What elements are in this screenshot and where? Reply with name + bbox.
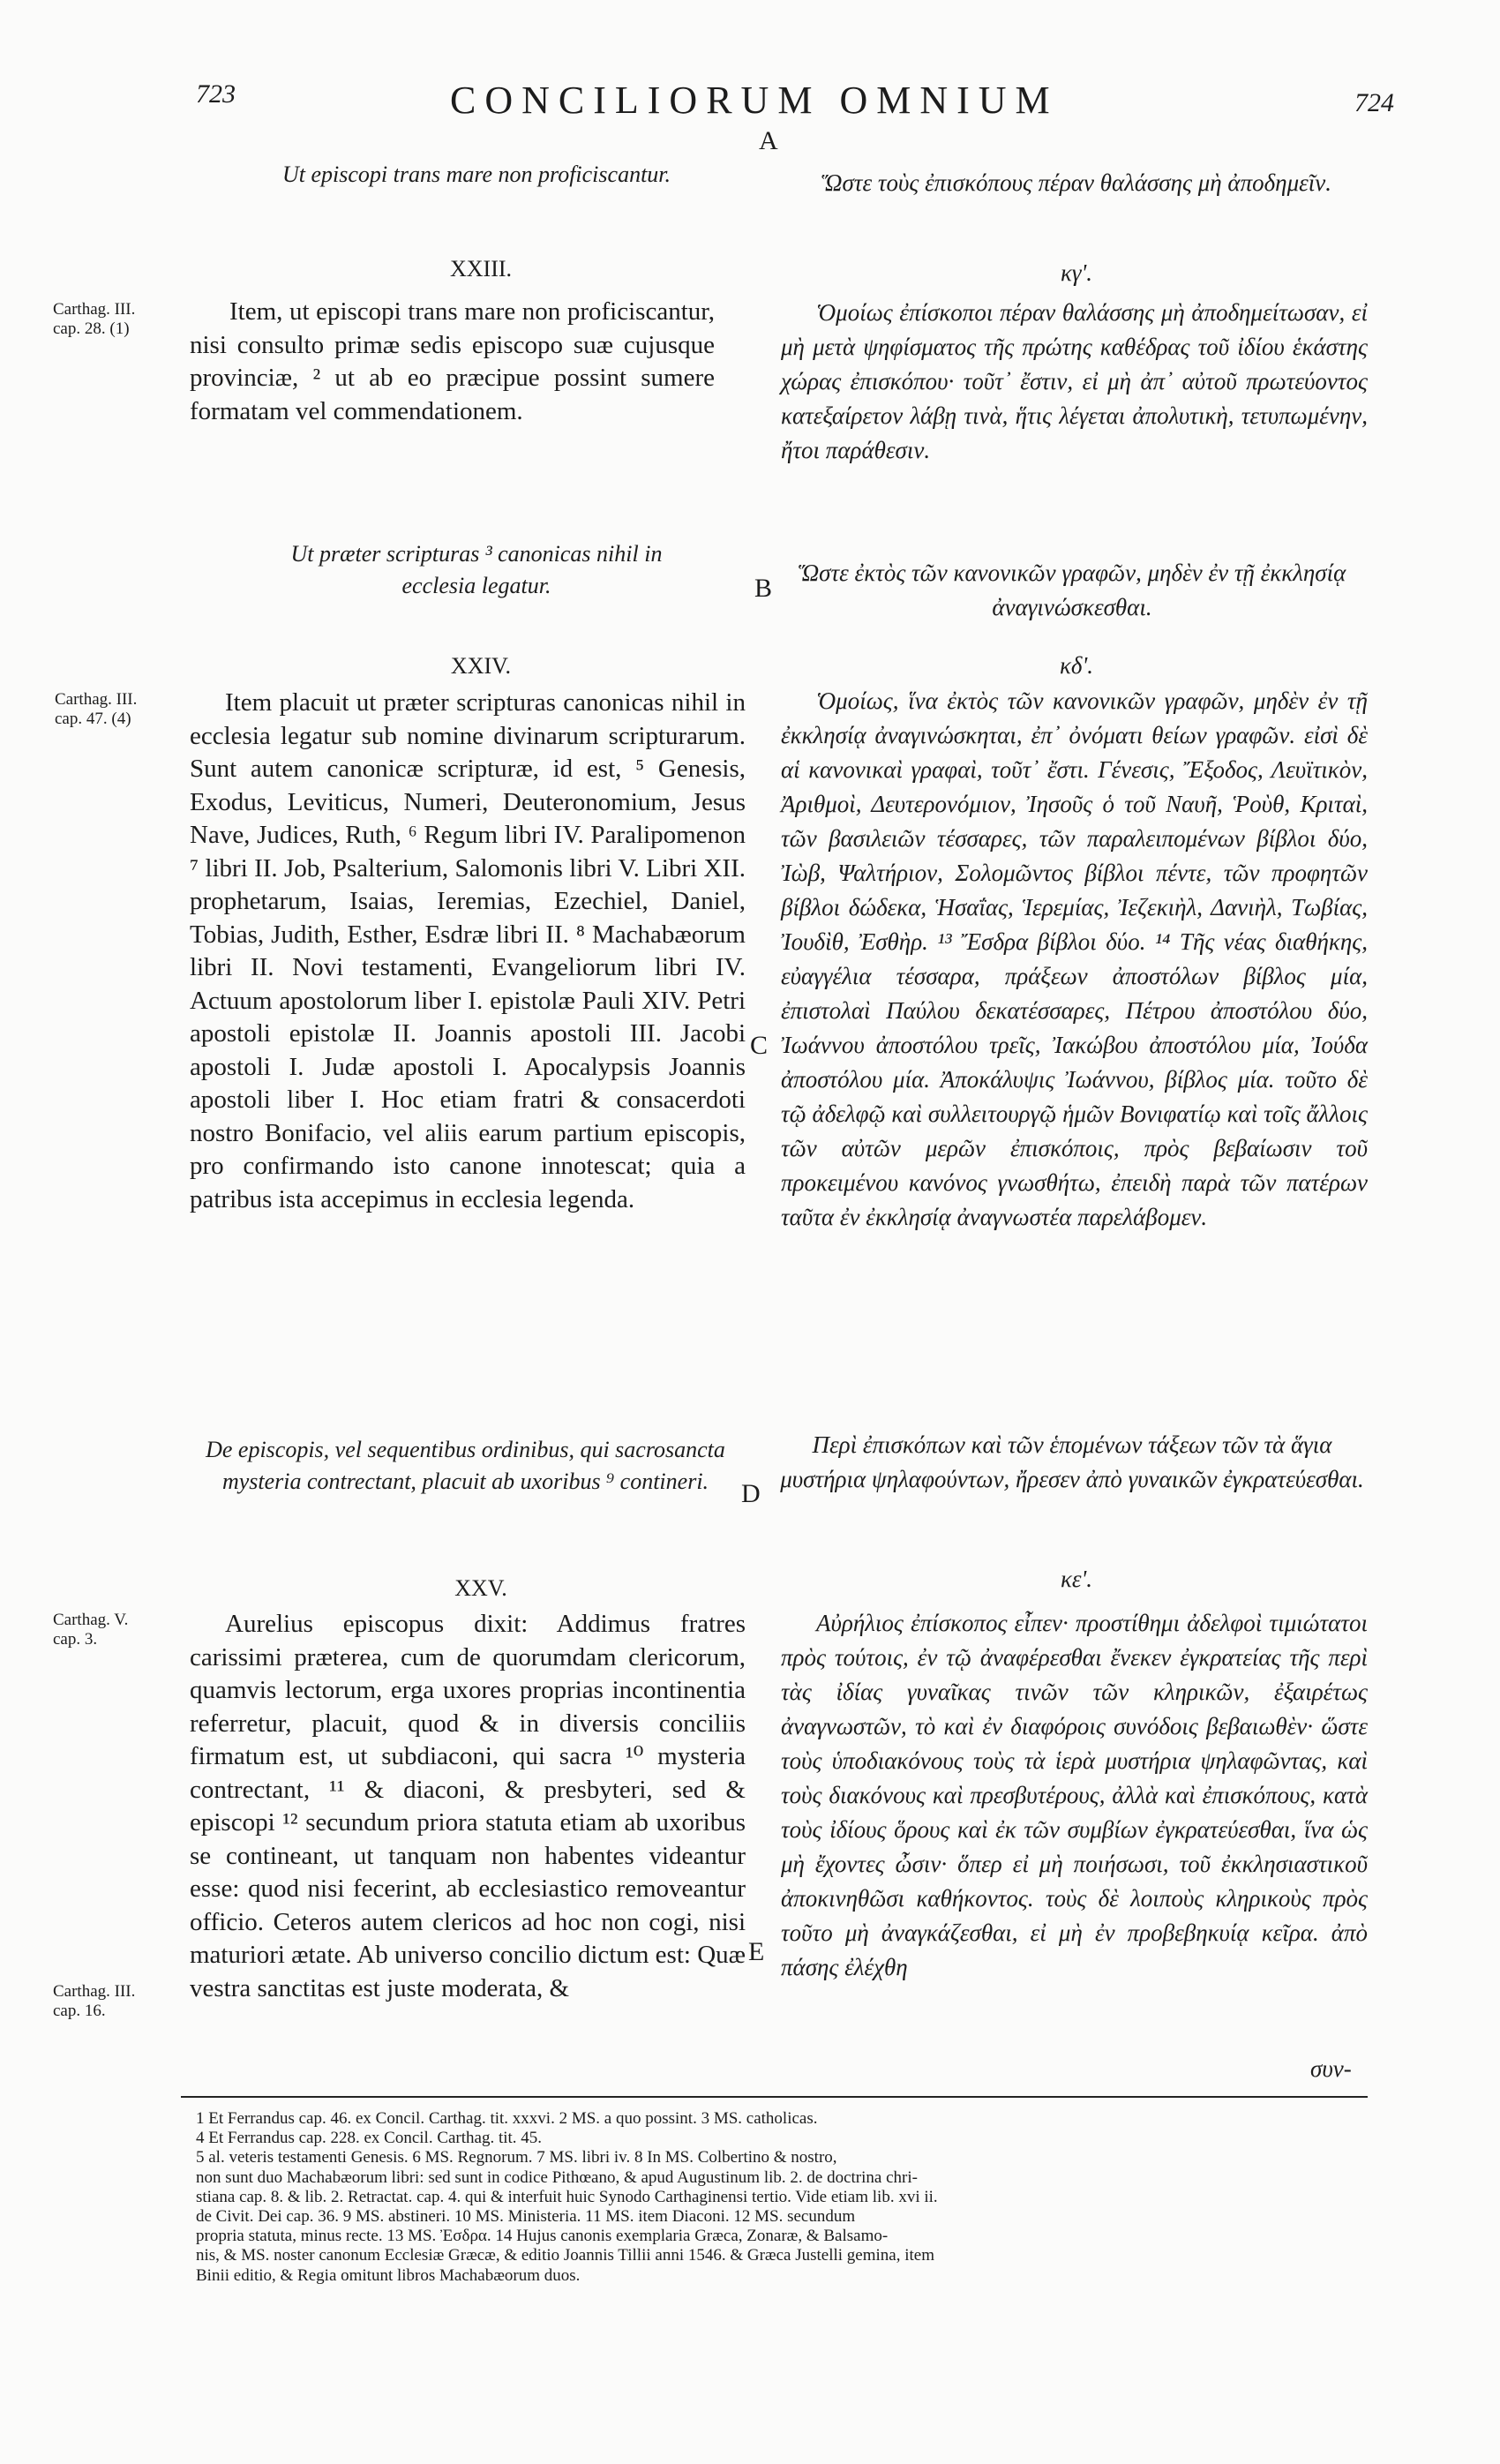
latin-section-number-25: XXV. (454, 1575, 507, 1601)
greek-catchword: συν- (1310, 2055, 1352, 2082)
greek-canon-24: Ὁμοίως, ἵνα ἐκτὸς τῶν κανονικῶν γραφῶν, μηδὲν ἐν τῇ ἐκκλησίᾳ ἀναγινώσκηται, ἐπ᾽ ὀνόματι θείων γραφῶν. εἰσὶ δὲ αἱ κανονικαὶ γραφαὶ, τοῦτ᾽ ἔστι. Γένεσις, Ἔξοδος, Λευϊτικὸν, Ἀριθμοὶ, Δευτερονόμιον, Ἰησοῦς ὁ τοῦ Ναυῆ, Ῥοὺθ, Κριταὶ, τῶν βασιλειῶν τέσσαρες, τῶν παραλειπομένων βίβλοι δύο, Ἰὼβ, Ψαλτήριον, Σολομῶντος βίβλοι πέντε, τῶν προφητῶν βίβλοι δώδεκα, Ἡσαΐας, Ἱερεμίας, Ἰεζεκιὴλ, Δανιὴλ, Τωβίας, Ἰουδὶθ, Ἐσθὴρ. ¹³ Ἔσδρα βίβλοι δύο. ¹⁴ Τῆς νέας διαθήκης, εὐαγγέλια τέσσαρα, πράξεων ἀποστόλων βίβλος μία, ἐπιστολαὶ Παύλου δεκατέσσαρες, Πέτρου ἀποστόλου δύο, Ἰωάννου ἀποστόλου τρεῖς, Ἰακώβου ἀποστόλου μία, Ἰούδα ἀποστόλου μία. Ἀποκάλυψις Ἰωάννου, βίβλος μία. τοῦτο δὲ τῷ ἀδελφῷ καὶ συλλειτουργῷ ἡμῶν Βονιφατίῳ καὶ τοῖς ἄλλοις τῶν αὐτῶν μερῶν ἐπισκόποις, πρὸς βεβαίωσιν τοῦ προκειμένου κανόνος γνωσθήτω, ἐπειδὴ παρὰ τῶν πατέρων ταῦτα ἐν ἐκκλησίᾳ ἀναγνωστέα παρελάβομεν. (781, 687, 1368, 1230)
margin-note-25b: Carthag. III. cap. 16. (53, 1982, 136, 2020)
footnote-line: nis, & MS. noster canonum Ecclesiæ Græcæ, & editio Joannis Tillii anni 1546. & Græca Justelli gemina, item (196, 2246, 934, 2265)
section-letter-a: A (759, 126, 778, 155)
latin-title-24: Ut præter scripturas ³ canonicas nihil in ecclesia legatur. (290, 541, 663, 598)
page-number-left: 723 (196, 79, 236, 109)
footnote-line: stiana cap. 8. & lib. 2. Retractat. cap. 4. qui & interfuit huic Synodo Carthaginensi tertio. Vide etiam lib. xvi ii. (196, 2187, 938, 2206)
page-number-right: 724 (1354, 88, 1394, 117)
section-letter-d: D (741, 1479, 761, 1508)
greek-canon-23: Ὁμοίως ἐπίσκοποι πέραν θαλάσσης μὴ ἀποδημείτωσαν, εἰ μὴ μετὰ ψηφίσματος τῆς πρώτης καθέδρας τοῦ ἰδίου ἑκάστης χώρας ἐπισκόπου· τοῦτ᾽ ἔστιν, εἰ μὴ ἀπ᾽ αὐτοῦ πρωτεύοντος κατεξαίρετον λάβῃ τινὰ, ἥτις λέγεται ἀπολυτικὴ, τετυπωμένην, ἤτοι παράθεσιν. (781, 299, 1368, 463)
latin-section-number-24: XXIV. (450, 653, 512, 679)
footnote-line: non sunt duo Machabæorum libri: sed sunt in codice Pithœano, & apud Augustinum lib. 2. de doctrina chri- (196, 2167, 918, 2187)
greek-section-number-24: κδʹ. (1059, 652, 1094, 679)
greek-title-25: Περὶ ἐπισκόπων καὶ τῶν ἑπομένων τάξεων τῶν τὰ ἅγια μυστήρια ψηλαφούντων, ἤρεσεν ἀπὸ γυναικῶν ἐγκρατεύεσθαι. (780, 1431, 1364, 1492)
latin-canon-25: Aurelius episcopus dixit: Addimus fratres carissimi præterea, cum de quorumdam clericorum, quamvis lectorum, erga uxores proprias incontinentia referretur, placuit, quod & in diversis conciliis firmatum est, ut subdiaconi, qui sacra ¹⁰ mysteria contrectant, ¹¹ & diaconi, & presbyteri, sed & episcopi ¹² secundum priora statuta etiam ab uxoribus se contineant, ut tanquam non habentes videantur esse: quod nisi fecerint, ab ecclesiastico removeantur officio. Ceteros autem clericos ad hoc non cogi, nisi maturiori ætate. Ab universo concilio dictum est: Quæ vestra sanctitas est juste moderata, & (190, 1610, 746, 2002)
latin-title-25: De episcopis, vel sequentibus ordinibus, qui sacrosancta mysteria contrectant, placuit ab uxoribus ⁹ contineri. (206, 1437, 725, 1494)
greek-title-23: Ὥστε τοὺς ἐπισκόπους πέραν θαλάσσης μὴ ἀποδημεῖν. (821, 169, 1331, 196)
margin-note-24: Carthag. III. cap. 47. (4) (55, 690, 138, 728)
footnote-line: 4 Et Ferrandus cap. 228. ex Concil. Carthag. tit. 45. (196, 2129, 543, 2148)
footnote-line: Binii editio, & Regia omitunt libros Machabæorum duos. (196, 2265, 581, 2285)
footnote-line: de Civit. Dei cap. 36. 9 MS. abstineri. 10 MS. Ministeria. 11 MS. item Diaconi. 12 MS. secundum (196, 2207, 856, 2227)
latin-canon-24: Item placuit ut præter scripturas canonicas nihil in ecclesia legatur sub nomine divinarum scripturarum. Sunt autem canonicæ scripturæ, id est, ⁵ Genesis, Exodus, Leviticus, Numeri, Deuteronomium, Jesus Nave, Judices, Ruth, ⁶ Regum libri IV. Paralipomenon ⁷ libri II. Job, Psalterium, Salomonis libri V. Libri XII. prophetarum, Isaias, Ieremias, Ezechiel, Daniel, Tobias, Judith, Esther, Esdræ libri II. ⁸ Machabæorum libri II. Novi testamenti, Evangeliorum libri IV. Actuum apostolorum liber I. epistolæ Pauli XIV. Petri apostoli epistolæ II. Joannis apostoli III. Jacobi apostoli I. Judæ apostoli I. Apocalypsis Joannis apostoli liber I. Hoc etiam fratri & consacerdoti nostro Bonifacio, vel aliis earum partium episcopis, pro confirmando isto canone innotescat; quia a patribus ista accepimus in ecclesia legenda. (190, 688, 746, 1213)
footnote-line: propria statuta, minus recte. 13 MS. Ἐσδρα. 14 Hujus canonis exemplaria Græca, Zonaræ, & Balsamo- (196, 2227, 889, 2246)
footnote-rule (181, 2096, 1368, 2098)
section-letter-c: C (750, 1031, 769, 1060)
running-title: CONCILIORUM OMNIUM (450, 79, 1059, 122)
latin-canon-23: Item, ut episcopi trans mare non proficiscantur, nisi consulto primæ sedis episcopo suæ cujusque provinciæ, ² ut ab eo præcipue possint sumere formatam vel commendationem. (190, 297, 715, 425)
greek-canon-25: Αὐρήλιος ἐπίσκοπος εἶπεν· προστίθημι ἀδελφοὶ τιμιώτατοι πρὸς τούτοις, ἐν τῷ ἀναφέρεσθαι ἔνεκεν ἐγκρατείας τῆς περὶ τὰς ἰδίας γυναῖκας τινῶν τῶν κληρικῶν, ἐξαιρέτως ἀναγνωστῶν, τὸ καὶ ἐν διαφόροις συνόδοις βεβαιωθὲν· ὥστε τοὺς ὑποδιακόνους τοὺς τὰ ἱερὰ μυστήρια ψηλαφῶντας, καὶ τοὺς διακόνους καὶ πρεσβυτέρους, ἀλλὰ καὶ ἐπισκόπους, κατὰ τοὺς ἰδίους ὅρους καὶ ἐκ τῶν συμβίων ἐγκρατεύεσθαι, ἵνα ὡς μὴ ἔχοντες ὦσιν· ὅπερ εἰ μὴ ποιήσωσι, τοῦ ἐκκλησιαστικοῦ ἀποκινηθῶσι καθήκοντος. τοὺς δὲ λοιποὺς κληρικοὺς πρὸς τοῦτο μὴ ἀναγκάζεσθαι, εἰ μὴ ἐν προβεβηκυίᾳ κεῖρα. ἀπὸ πάσης ἐλέχθη (781, 1610, 1368, 1980)
margin-note-25: Carthag. V. cap. 3. (53, 1611, 129, 1649)
footnotes (196, 2109, 1422, 2286)
footnote-line: 1 Et Ferrandus cap. 46. ex Concil. Carthag. tit. xxxvi. 2 MS. a quo possint. 3 MS. catholicas. (196, 2109, 818, 2128)
greek-section-number-23: κγʹ. (1060, 259, 1093, 286)
greek-title-24: Ὥστε ἐκτὸς τῶν κανονικῶν γραφῶν, μηδὲν ἐν τῇ ἐκκλησίᾳ ἀναγινώσκεσθαι. (798, 560, 1346, 620)
latin-section-number-23: XXIII. (449, 256, 513, 282)
margin-note-23: Carthag. III. cap. 28. (1) (53, 300, 136, 338)
greek-section-number-25: κεʹ. (1060, 1566, 1093, 1592)
section-letter-e: E (748, 1937, 765, 1966)
footnote-line: 5 al. veteris testamenti Genesis. 6 MS. Regnorum. 7 MS. libri iv. 8 In MS. Colbertino & nostro, (196, 2148, 837, 2167)
latin-title-23: Ut episcopi trans mare non proficiscantur. (281, 162, 671, 187)
section-letter-b: B (754, 574, 773, 603)
